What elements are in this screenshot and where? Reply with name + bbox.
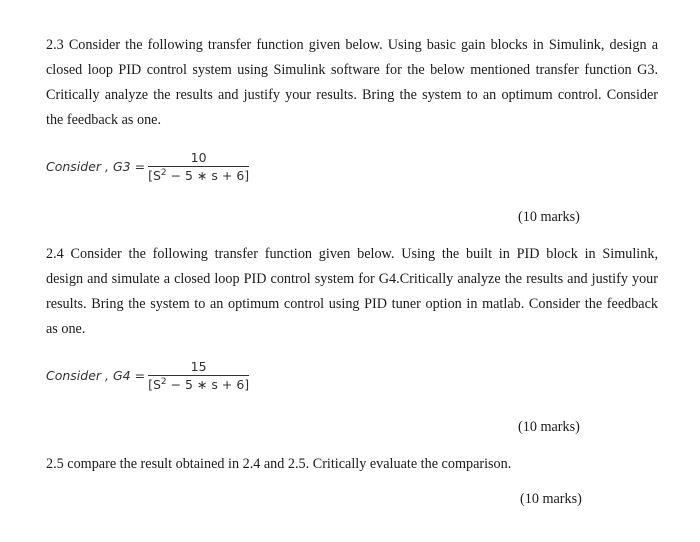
question-2-4-line: as one.: [46, 321, 86, 337]
question-2-5-text: [46, 452, 658, 477]
equation-lhs-g4: Consider , G4 =: [46, 368, 146, 384]
denominator-g3: [148, 167, 249, 183]
equation-lhs-g3: Consider , G3 =: [46, 159, 146, 175]
question-2-5-line: 2.5 compare the result obtained in 2.4 and 2.5. Critically evaluate the comparison.: [46, 456, 512, 472]
numerator-g4: 15: [190, 359, 207, 374]
marks-2-4: (10 marks): [518, 419, 580, 435]
question-2-4-line: 2.4 Consider the following transfer function given below. Using the built in PID block in Simulink,: [46, 246, 658, 262]
question-2-3-line: the feedback as one.: [46, 112, 162, 128]
denominator-part: − 5 ∗ s + 6]: [166, 377, 250, 393]
denominator-part: − 5 ∗ s + 6]: [166, 168, 250, 184]
question-2-4-line: design and simulate a closed loop PID control system for G4.Critically analyze the results and justify your: [46, 271, 658, 287]
question-2-4-line: results. Bring the system to an optimum control using PID tuner option in matlab. Consider the feedback: [46, 296, 658, 312]
denominator-exponent: 2: [160, 377, 167, 387]
denominator-g4: [148, 376, 249, 392]
question-2-3-line: 2.3 Consider the following transfer function given below. Using basic gain blocks in Simulink, design a: [46, 37, 658, 53]
transfer-function-g3: [46, 150, 249, 183]
denominator-part: [S: [148, 377, 161, 393]
denominator-part: [S: [148, 168, 161, 184]
transfer-function-g4: [46, 359, 249, 392]
question-2-3-text: [46, 33, 658, 133]
denominator-exponent: 2: [160, 168, 167, 178]
fraction-g3: [148, 150, 249, 183]
question-2-3-line: closed loop PID control system using Simulink software for the below mentioned transfer function G3.: [46, 62, 658, 78]
numerator-g3: 10: [190, 150, 207, 165]
marks-2-5: (10 marks): [520, 491, 582, 507]
marks-2-3: (10 marks): [518, 209, 580, 225]
fraction-g4: [148, 359, 249, 392]
question-2-3-line: Critically analyze the results and justify your results. Bring the system to an optimum control. Consider: [46, 87, 658, 103]
question-2-4-text: [46, 242, 658, 342]
